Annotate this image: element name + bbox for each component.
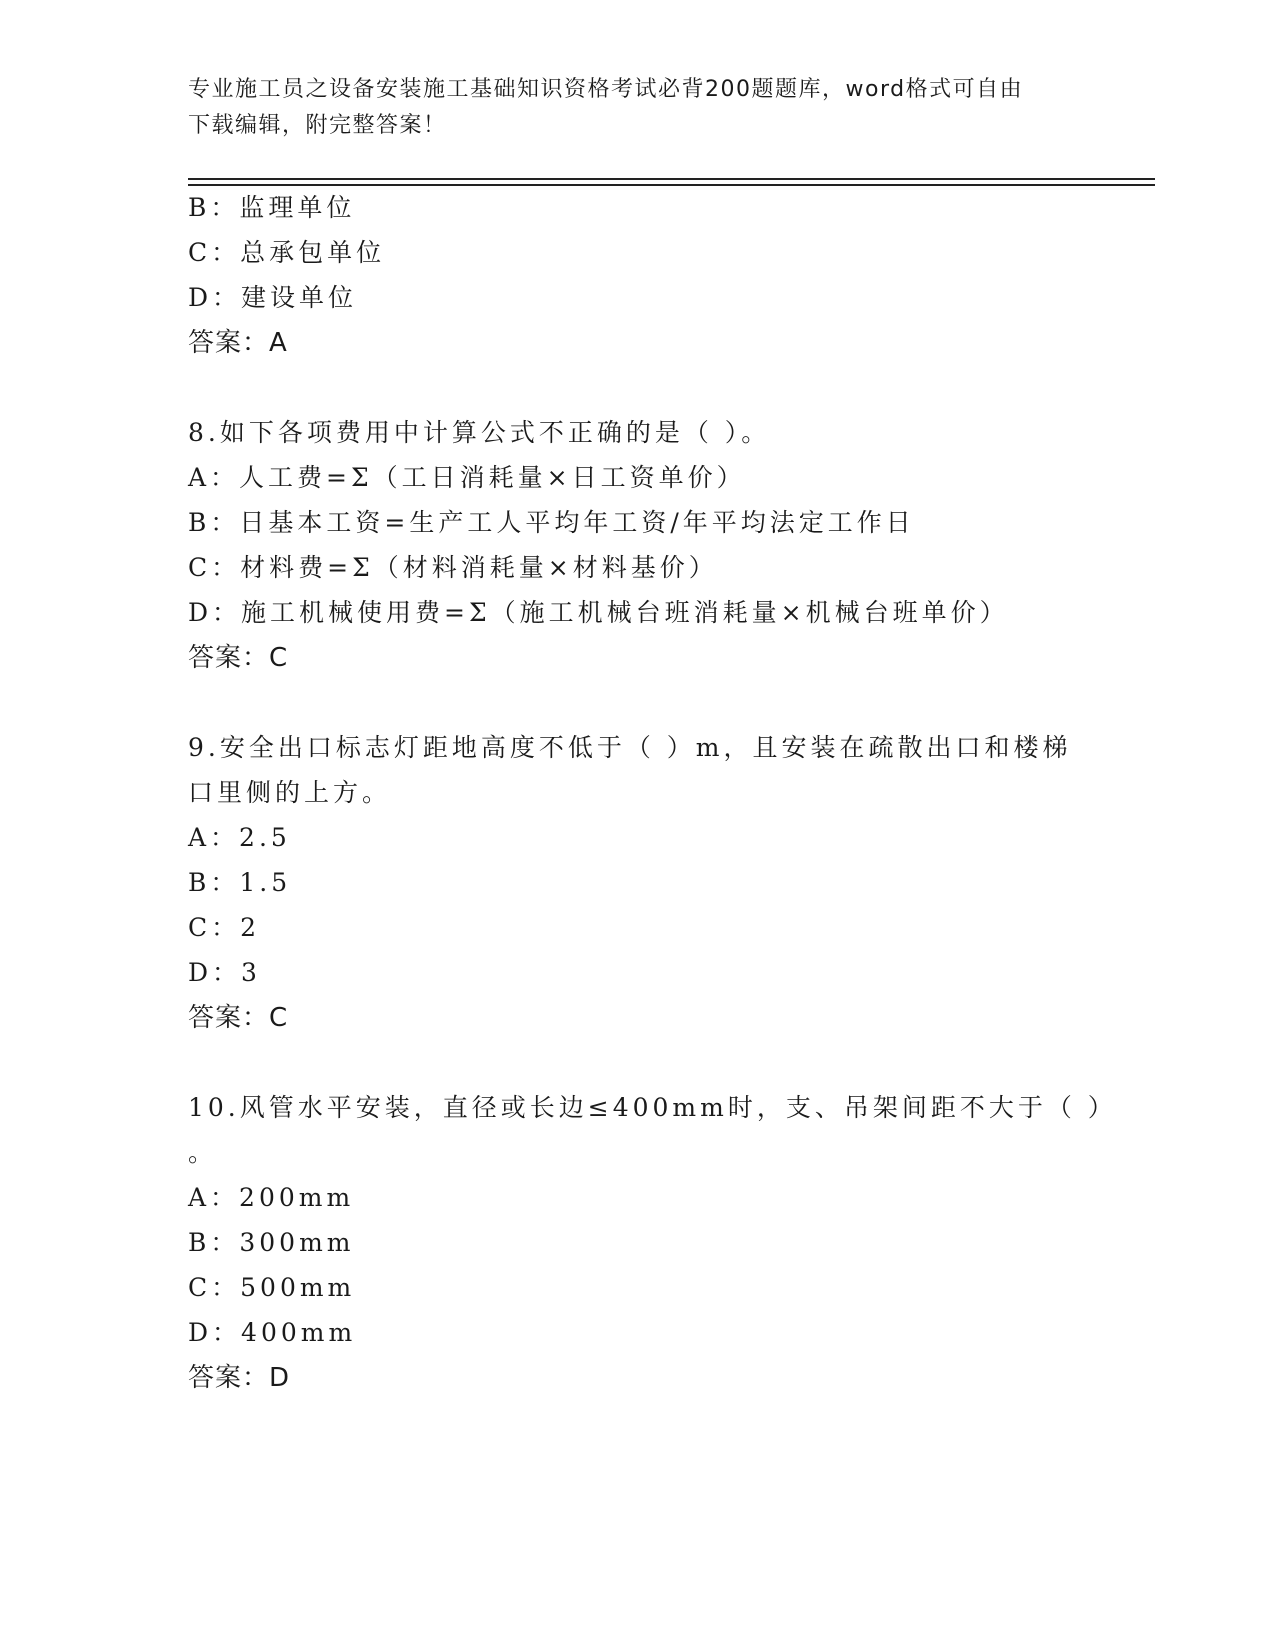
- q10-stem-line-2: 。: [188, 1138, 218, 1167]
- q10-answer: 答案：D: [188, 1363, 291, 1393]
- q10-option-c: C：500mm: [188, 1273, 356, 1302]
- q10-option-d: D：400mm: [188, 1318, 357, 1347]
- q9-answer: 答案：C: [188, 1003, 289, 1033]
- q8-option-c: C：材料费=Σ（材料消耗量×材料基价）: [188, 553, 718, 582]
- q8-stem: 8.如下各项费用中计算公式不正确的是（ ）。: [188, 418, 771, 447]
- q9-option-d: D：3: [188, 958, 261, 987]
- header-title-line-2: 下载编辑，附完整答案！: [188, 113, 447, 138]
- q10-stem-line-1: 10.风管水平安装，直径或长边≤400mm时，支、吊架间距不大于（ ）: [188, 1093, 1117, 1122]
- q8-option-b: B：日基本工资=生产工人平均年工资/年平均法定工作日: [188, 508, 915, 537]
- q10-option-b: B：300mm: [188, 1228, 355, 1257]
- q8-option-d: D：施工机械使用费=Σ（施工机械台班消耗量×机械台班单价）: [188, 598, 1009, 627]
- prev-option-c: C：总承包单位: [188, 238, 386, 267]
- q8-answer: 答案：C: [188, 643, 289, 673]
- header-divider-top: [188, 178, 1155, 180]
- header-divider-bottom: [188, 184, 1155, 186]
- header-title-line-1: 专业施工员之设备安装施工基础知识资格考试必背200题题库，word格式可自由: [188, 77, 1024, 102]
- q8-option-a: A：人工费=Σ（工日消耗量×日工资单价）: [188, 463, 746, 492]
- prev-answer: 答案：A: [188, 328, 288, 358]
- q9-stem-line-2: 口里侧的上方。: [188, 778, 392, 807]
- prev-option-b: B：监理单位: [188, 193, 356, 222]
- q9-option-c: C：2: [188, 913, 261, 942]
- q9-stem-line-1: 9.安全出口标志灯距地高度不低于（ ）m，且安装在疏散出口和楼梯: [188, 733, 1072, 762]
- q10-option-a: A：200mm: [188, 1183, 355, 1212]
- document-header: [188, 72, 1068, 144]
- prev-option-d: D：建设单位: [188, 283, 358, 312]
- q9-option-a: A：2.5: [188, 823, 291, 852]
- q9-option-b: B：1.5: [188, 868, 292, 897]
